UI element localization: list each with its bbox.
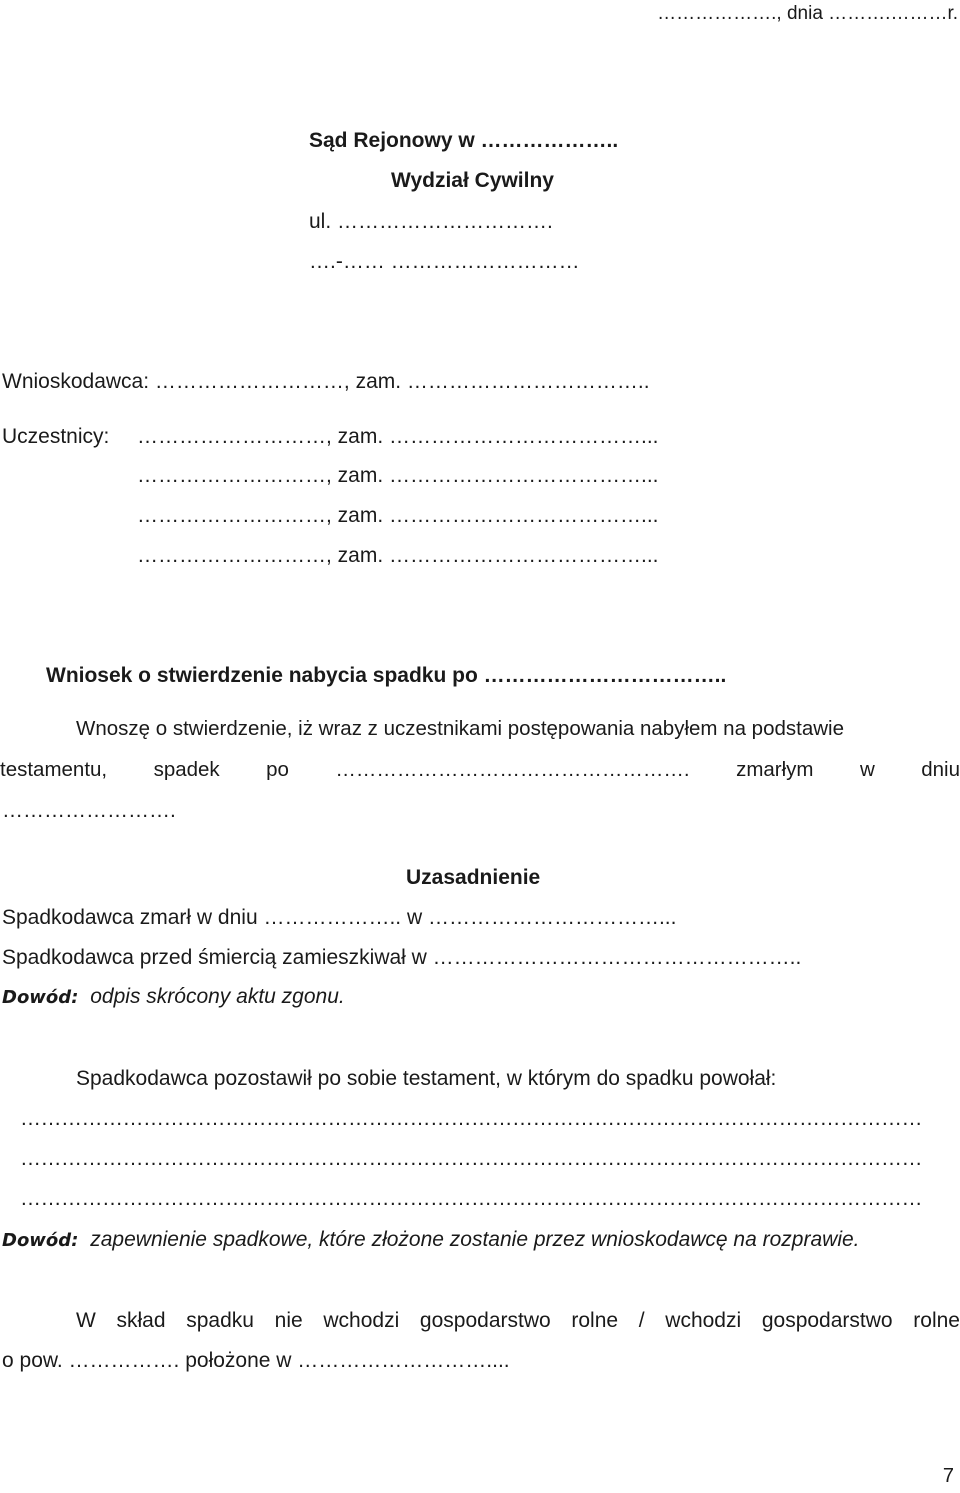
proof-label: Dowód: — [2, 987, 79, 1008]
court-department: Wydział Cywilny — [391, 169, 554, 192]
motion-line-3: ……………………. — [2, 799, 176, 822]
proof-2 — [2, 1229, 860, 1250]
word: zmarłym — [736, 758, 814, 781]
justification-heading: Uzasadnienie — [406, 866, 541, 889]
word: testamentu, — [0, 758, 108, 781]
participant-line: ………………………, zam. ………………………………... — [137, 464, 659, 487]
word: gospodarstwo — [761, 1309, 893, 1332]
farm-line-1 — [76, 1310, 960, 1331]
residence-line: Spadkodawca przed śmiercią zamieszkiwał w …………………………………………….. — [2, 946, 802, 969]
word: gospodarstwo — [419, 1309, 551, 1332]
word: rolne — [913, 1309, 960, 1332]
farm-line-2: o pow. ……………. położone w ……………………….... — [2, 1349, 510, 1372]
blank-line: …………………………………………………………………………………………………………………… — [20, 1147, 922, 1170]
motion-title: Wniosek o stwierdzenie nabycia spadku po …………………………….. — [46, 664, 727, 687]
motion-line-1: Wnoszę o stwierdzenie, iż wraz z uczestnikami postępowania nabyłem na podstawie — [76, 717, 844, 740]
proof-text: zapewnienie spadkowe, które złożone zostanie przez wnioskodawcę na rozprawie. — [90, 1228, 860, 1251]
participant-line: ………………………, zam. ………………………………... — [137, 544, 659, 567]
court-street: ul. …………………………. — [309, 210, 553, 233]
blank-line: …………………………………………………………………………………………………………………… — [20, 1107, 922, 1130]
word: skład — [116, 1309, 166, 1332]
motion-line-2 — [0, 760, 960, 781]
proof-label: Dowód: — [2, 1230, 79, 1251]
participant-line: ………………………, zam. ………………………………... — [137, 425, 659, 448]
word: rolne — [571, 1309, 619, 1332]
participants-label: Uczestnicy: — [2, 425, 110, 448]
word: ……………………………………………. — [335, 758, 690, 781]
word: / — [638, 1309, 645, 1332]
court-name: Sąd Rejonowy w ……………….. — [309, 129, 619, 152]
applicant-line — [2, 371, 650, 392]
participant-line: ………………………, zam. ………………………………... — [137, 504, 659, 527]
proof-1 — [2, 986, 345, 1007]
word: dniu — [921, 758, 960, 781]
word: w — [859, 758, 875, 781]
page-number: 7 — [942, 1465, 954, 1487]
proof-text: odpis skrócony aktu zgonu. — [90, 985, 345, 1008]
word: wchodzi — [665, 1309, 742, 1332]
word: spadek — [153, 758, 220, 781]
word: nie — [274, 1309, 303, 1332]
word: wchodzi — [323, 1309, 400, 1332]
death-line: Spadkodawca zmarł w dniu ……………….. w ……………………………... — [2, 906, 677, 929]
word: spadku — [186, 1309, 254, 1332]
blank-line: …………………………………………………………………………………………………………………… — [20, 1187, 922, 1210]
testament-line: Spadkodawca pozostawił po sobie testament, w którym do spadku powołał: — [76, 1067, 777, 1090]
applicant-text: Wnioskodawca: ………………………, zam. …………………………….. — [2, 370, 650, 393]
date-line: ………………., dnia ……….………r. — [657, 3, 958, 24]
word: W — [76, 1309, 96, 1332]
court-postal: ….-…… ……………………… — [309, 250, 580, 273]
word: po — [266, 758, 289, 781]
